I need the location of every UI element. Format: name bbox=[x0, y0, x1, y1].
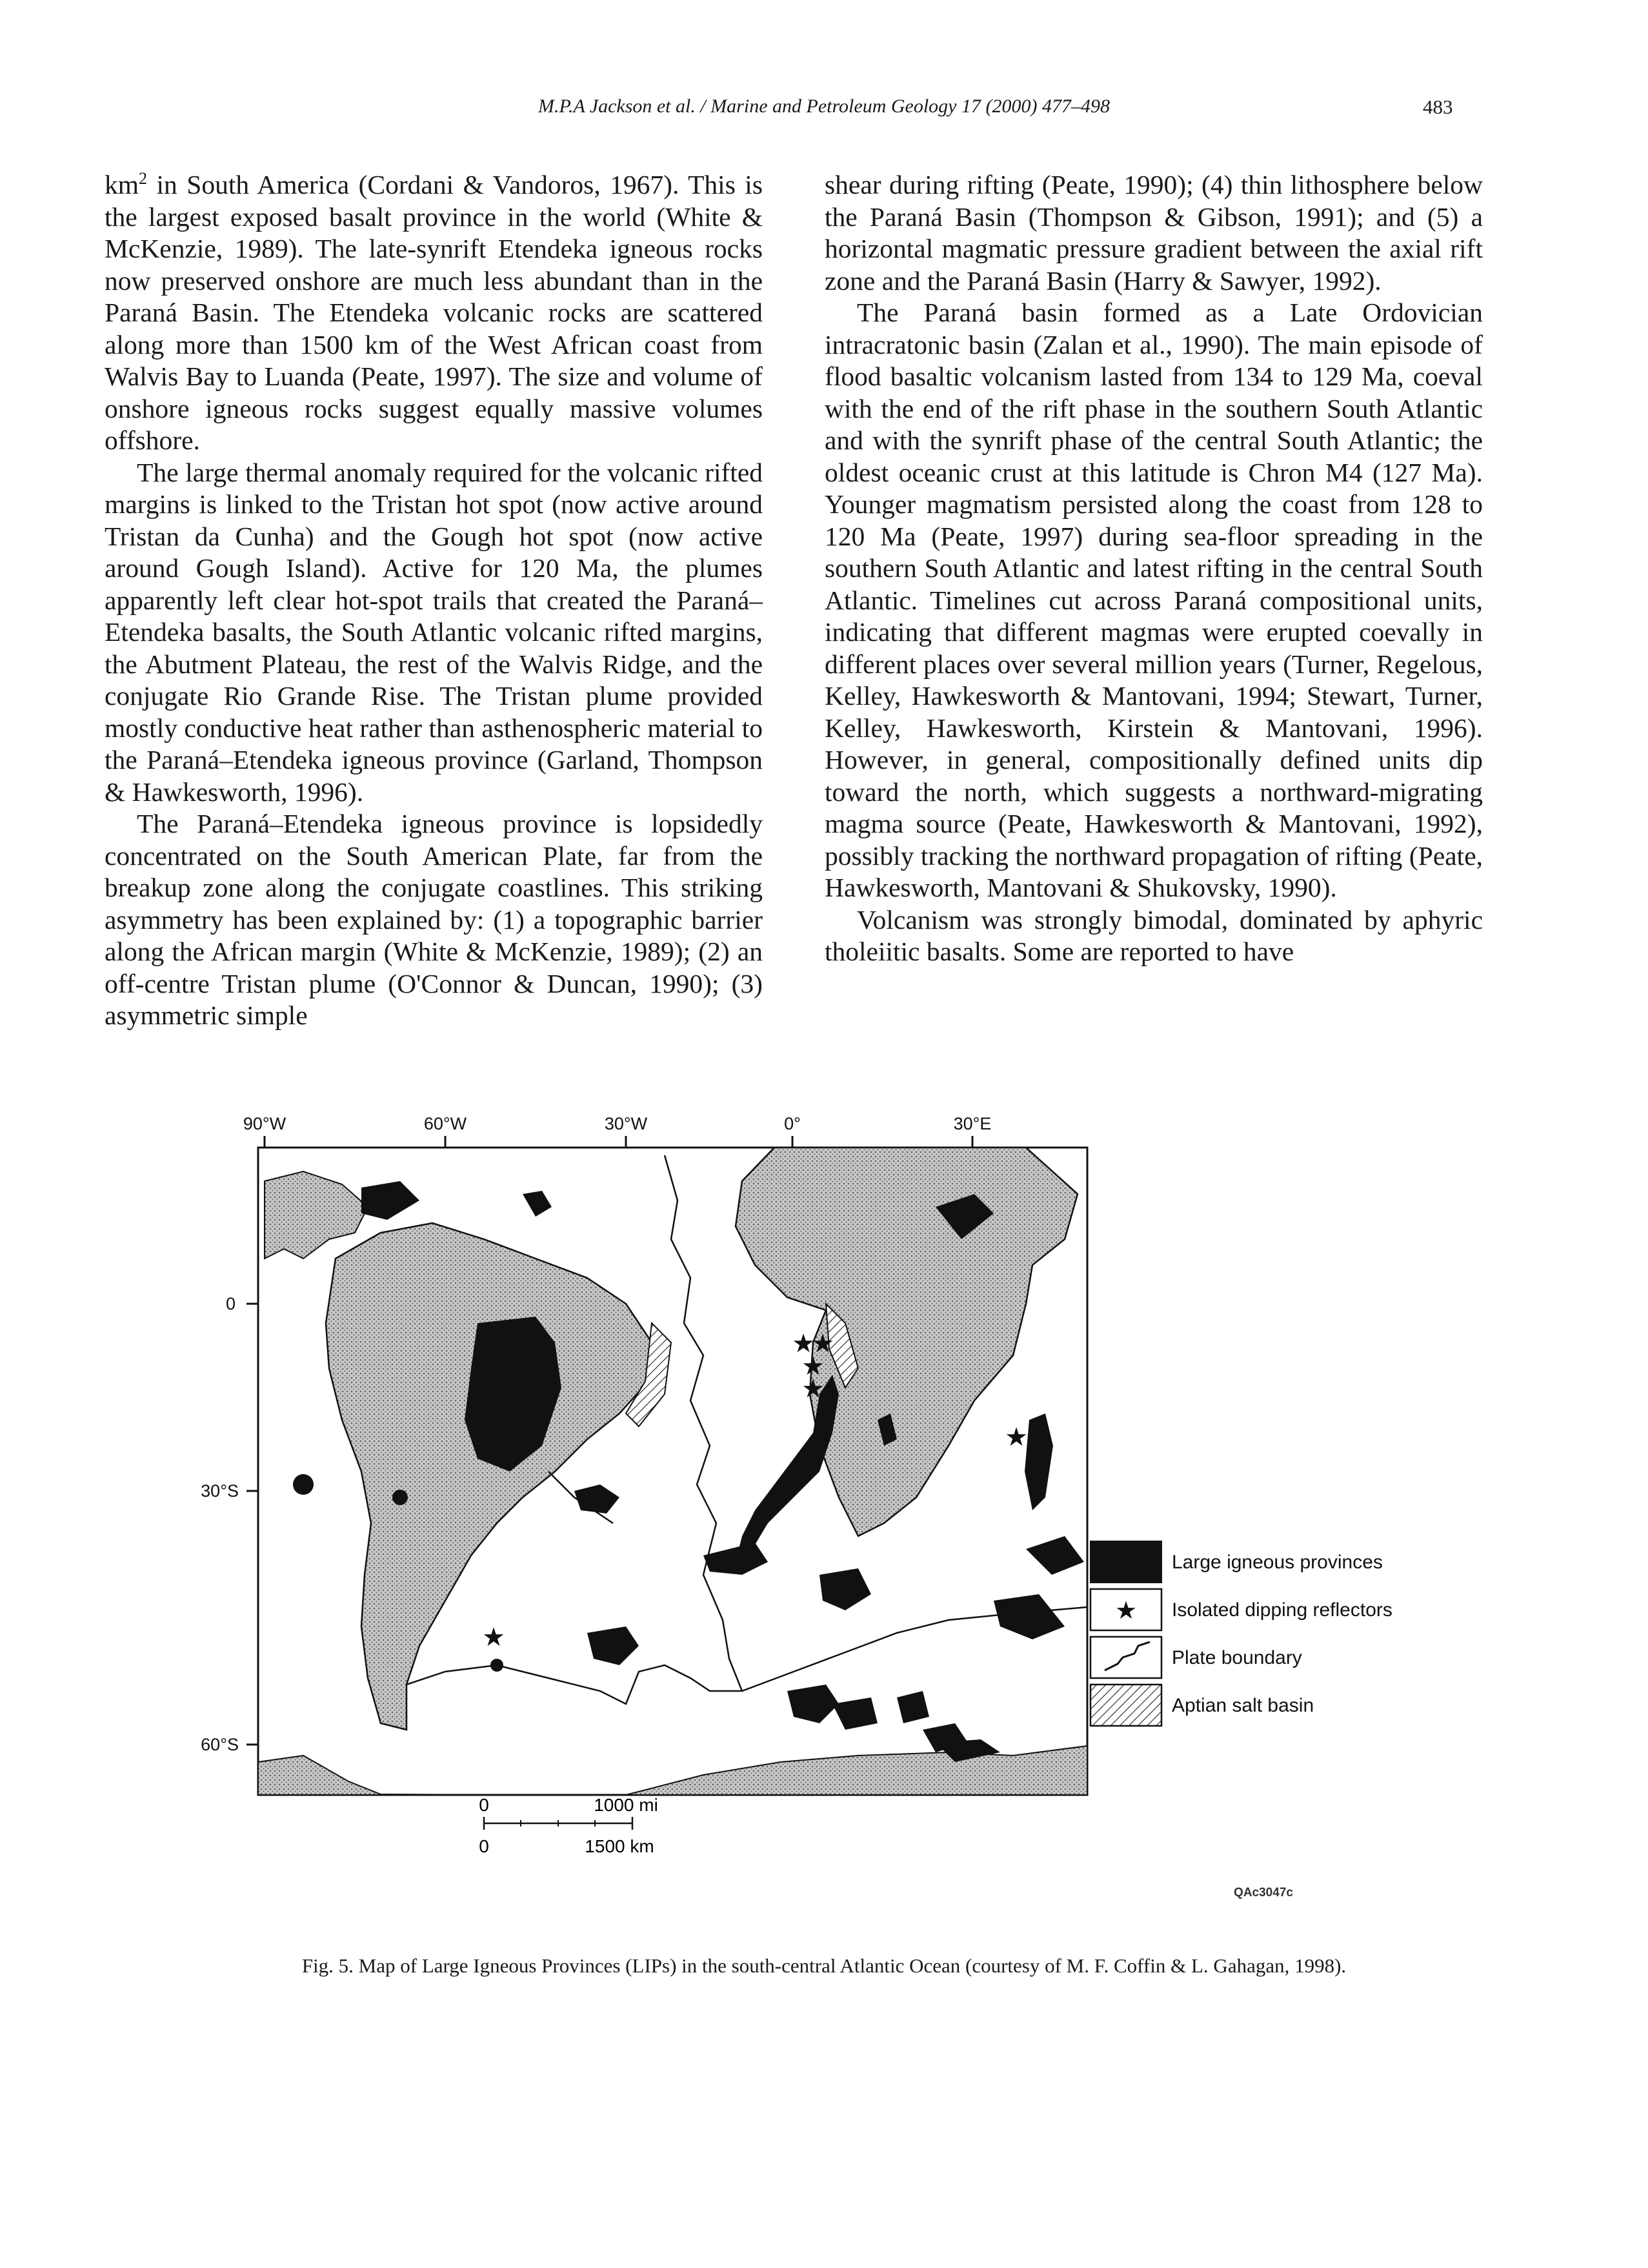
legend bbox=[1090, 1541, 1392, 1726]
lon-label: 60°W bbox=[423, 1114, 467, 1133]
text-run: km bbox=[105, 170, 139, 199]
reflector-star: ★ bbox=[1005, 1423, 1028, 1452]
figure-code: QAc3047c bbox=[1234, 1886, 1293, 1899]
legend-label: Aptian salt basin bbox=[1172, 1695, 1314, 1716]
reflector-star: ★ bbox=[801, 1375, 825, 1403]
superscript: 2 bbox=[139, 169, 148, 188]
reflector-star: ★ bbox=[801, 1352, 825, 1381]
lat-ticks bbox=[246, 1304, 258, 1745]
text-run: in South America (Cordani & Vandoros, 1967). This is the largest exposed basalt province in the world (White & McKenzie, 1989). The late-synrift Etendeka igneous rocks now preserved onshore are much less abundant than in the Paraná Basin. The Etendeka volcanic rocks are scattered along more than 1500 km of the West African coast from Walvis Bay to Luanda (Peate, 1997). The size and volume of onshore igneous rocks suggest equally massive volumes offshore. bbox=[105, 170, 763, 455]
lon-label: 90°W bbox=[243, 1114, 286, 1133]
map-svg bbox=[174, 1110, 1400, 1930]
lip bbox=[392, 1490, 408, 1505]
legend-label: Isolated dipping reflectors bbox=[1172, 1599, 1392, 1621]
lip bbox=[293, 1474, 314, 1495]
lat-label: 0 bbox=[225, 1294, 236, 1313]
lon-label: 0° bbox=[784, 1114, 801, 1133]
paragraph: The large thermal anomaly required for the volcanic rifted margins is linked to the Tristan hot spot (now active around Tristan da Cunha) and the Gough hot spot (now active around Gough Island). Active for 120 Ma, the plumes apparently left clear hot-spot trails that created the Paraná–Etendeka basalts, the South Atlantic volcanic rifted margins, the Abutment Plateau, the rest of the Walvis Ridge, and the conjugate Rio Grande Rise. The Tristan plume provided mostly conductive heat rather than asthenospheric material to the Paraná–Etendeka igneous province (Garland, Thompson & Hawkesworth, 1996). bbox=[105, 457, 763, 807]
legend-swatch-lip bbox=[1090, 1541, 1161, 1583]
legend-swatch-plate bbox=[1090, 1637, 1161, 1678]
lat-labels bbox=[201, 1294, 239, 1754]
paragraph: The Paraná basin formed as a Late Ordovician intracratonic basin (Zalan et al., 1990). The main episode of flood basaltic volcanism lasted from 134 to 129 Ma, coeval with the end of the rift phase in the southern South Atlantic and with the synrift phase of the central South Atlantic; the oldest oceanic crust at this latitude is Chron M4 (127 Ma). Younger magmatism persisted along the coast from 128 to 120 Ma (Peate, 1997) during sea-floor spreading in the southern South Atlantic and latest rifting in the central South Atlantic. Timelines cut across Paraná compositional units, indicating that different magmas were erupted coevally in different places over several million years (Turner, Regelous, Kelley, Hawkesworth & Mantovani, 1994; Stewart, Turner, Kelley, Hawkesworth, Kirstein & Mantovani, 1996). However, in general, compositionally defined units dip toward the north, which suggests a northward-migrating magma source (Peate, Hawkesworth & Mantovani, 1992), possibly tracking the northward propagation of rifting (Peate, Hawkesworth, Mantovani & Shukovsky, 1990). bbox=[825, 298, 1483, 902]
legend-label: Large igneous provinces bbox=[1172, 1552, 1383, 1573]
reflector-star: ★ bbox=[482, 1623, 505, 1652]
scale-label-mi: 1000 mi bbox=[594, 1795, 658, 1815]
reflector-star: ★ bbox=[792, 1330, 815, 1358]
lon-labels bbox=[243, 1114, 992, 1133]
reflector-star: ★ bbox=[811, 1330, 834, 1358]
page-number: 483 bbox=[1423, 96, 1453, 118]
figure-caption: Fig. 5. Map of Large Igneous Provinces (LIPs) in the south-central Atlantic Ocean (courtesy of M. F. Coffin & L. Gahagan, 1998). bbox=[301, 1954, 1347, 1977]
text-column-left bbox=[105, 169, 763, 1032]
running-header bbox=[0, 96, 1648, 128]
running-head: M.P.A Jackson et al. / Marine and Petroleum Geology 17 (2000) 477–498 bbox=[538, 96, 1110, 117]
text-column-right bbox=[825, 169, 1483, 968]
lon-label: 30°E bbox=[953, 1114, 992, 1133]
lat-label: 30°S bbox=[201, 1481, 239, 1501]
scale-bar bbox=[479, 1795, 658, 1856]
paragraph: The Paraná–Etendeka igneous province is lopsidedly concentrated on the South American Plate, far from the breakup zone along the conjugate coastlines. This striking asymmetry has been explained by: (1) a topographic barrier along the African margin (White & McKenzie, 1989); (2) an off-centre Tristan plume (O'Connor & Duncan, 1990); (3) asymmetric simple bbox=[105, 809, 763, 1030]
scale-zero: 0 bbox=[479, 1795, 489, 1815]
paragraph: Volcanism was strongly bimodal, dominated by aphyric tholeiitic basalts. Some are reported to have bbox=[825, 904, 1483, 966]
lon-label: 30°W bbox=[604, 1114, 648, 1133]
star-icon: ★ bbox=[1114, 1597, 1138, 1625]
paragraph: shear during rifting (Peate, 1990); (4) thin lithosphere below the Paraná Basin (Thompson & Gibson, 1991); and (5) a horizontal magmatic pressure gradient between the axial rift zone and the Paraná Basin (Harry & Sawyer, 1992). bbox=[825, 170, 1483, 296]
legend-swatch-salt bbox=[1090, 1685, 1161, 1726]
lat-label: 60°S bbox=[201, 1735, 239, 1754]
scale-zero: 0 bbox=[479, 1836, 489, 1856]
lon-ticks bbox=[265, 1136, 972, 1148]
legend-label: Plate boundary bbox=[1172, 1647, 1302, 1668]
paragraph bbox=[105, 169, 763, 457]
figure-lip-map bbox=[174, 1110, 1400, 1930]
scale-label-km: 1500 km bbox=[585, 1836, 654, 1856]
